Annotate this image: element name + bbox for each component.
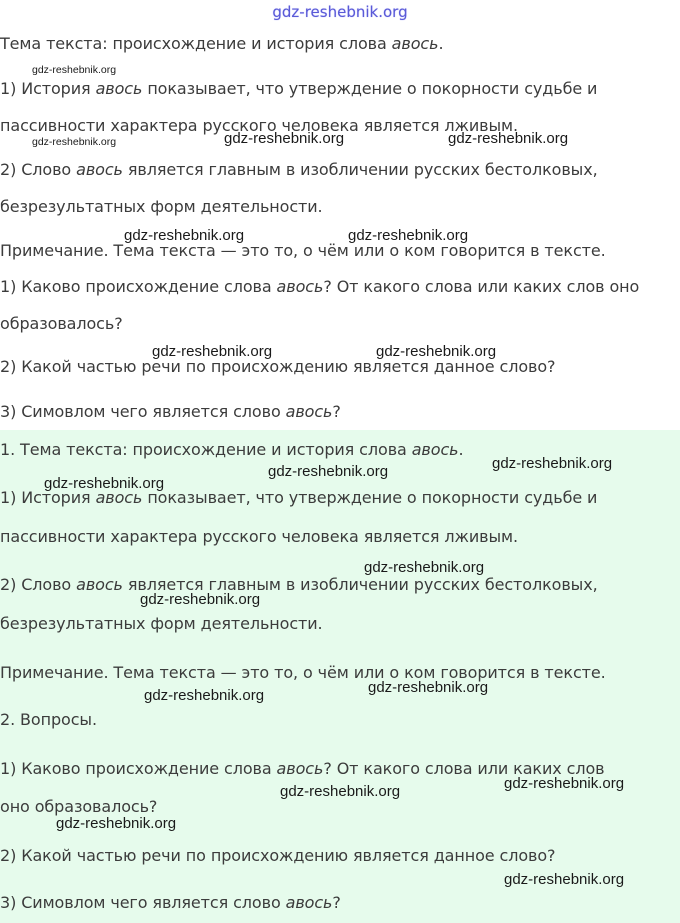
q1-word: авось (276, 277, 324, 296)
topic-suffix: . (438, 34, 444, 53)
answer-question-2: 2) Какой частью речи по происхождению является данное слово? (0, 846, 556, 865)
p1-pre: 1) История (0, 79, 96, 98)
task-question-1 (0, 277, 639, 296)
watermark: gdz-reshebnik.org (144, 687, 265, 704)
answer-question-1-cont: оно образовалось? (0, 797, 158, 816)
task-question-2: 2) Какой частью речи по происхождению является данное слово? (0, 357, 556, 376)
watermark: gdz-reshebnik.org (124, 227, 245, 244)
task-note: Примечание. Тема текста — это то, о чём или о ком говорится в тексте. (0, 241, 606, 260)
task-topic (0, 34, 443, 53)
answer-question-3 (0, 893, 341, 912)
answer-topic-word: авось (411, 440, 459, 459)
watermark: gdz-reshebnik.org (44, 475, 165, 492)
watermark: gdz-reshebnik.org (280, 783, 401, 800)
answer-point-1-cont: пассивности характера русского человека является лживым. (0, 527, 518, 546)
watermark: gdz-reshebnik.org (368, 679, 489, 696)
p1-post: показывает, что утверждение о покорности судьбе и (142, 79, 598, 98)
a-q3-word: авось (285, 893, 333, 912)
answer-questions-header: 2. Вопросы. (0, 710, 97, 729)
task-point-2-cont: безрезультатных форм деятельности. (0, 197, 323, 216)
watermark: gdz-reshebnik.org (348, 227, 469, 244)
a-p1-word: авось (95, 488, 143, 507)
q3-post: ? (332, 402, 341, 421)
a-p1-pre: 1) История (0, 488, 96, 507)
watermark: gdz-reshebnik.org (504, 871, 625, 888)
a-q1-pre: 1) Каково происхождение слова (0, 759, 277, 778)
task-question-1-cont: образовалось? (0, 314, 123, 333)
p1-word: авось (95, 79, 143, 98)
p2-word: авось (76, 160, 123, 179)
watermark: gdz-reshebnik.org (152, 343, 273, 360)
task-question-3 (0, 402, 341, 421)
answer-topic-text: 1. Тема текста: происхождение и история слова (0, 440, 412, 459)
answer-section (0, 430, 680, 923)
answer-point-2-cont: безрезультатных форм деятельности. (0, 614, 323, 633)
a-q1-word: авось (276, 759, 324, 778)
a-p2-word: авось (76, 575, 123, 594)
a-p1-post: показывает, что утверждение о покорности судьбе и (142, 488, 598, 507)
p2-pre: 2) Слово (0, 160, 77, 179)
p2-post: является главным в изобличении русских бестолковых, (122, 160, 598, 179)
topic-text: Тема текста: происхождение и история слова (0, 34, 392, 53)
watermark: gdz-reshebnik.org (32, 136, 117, 148)
watermark: gdz-reshebnik.org (32, 64, 117, 76)
watermark: gdz-reshebnik.org (140, 591, 261, 608)
q3-word: авось (285, 402, 333, 421)
q1-pre: 1) Каково происхождение слова (0, 277, 277, 296)
a-q3-pre: 3) Симовлом чего является слово (0, 893, 286, 912)
q1-post: ? От какого слова или каких слов оно (323, 277, 640, 296)
site-link[interactable]: gdz-reshebnik.org (272, 3, 408, 21)
watermark: gdz-reshebnik.org (376, 343, 497, 360)
watermark: gdz-reshebnik.org (224, 130, 345, 147)
answer-point-2 (0, 575, 598, 594)
task-point-2 (0, 160, 598, 179)
topic-word: авось (391, 34, 439, 53)
a-p2-post: является главным в изобличении русских бестолковых, (122, 575, 598, 594)
watermark: gdz-reshebnik.org (56, 815, 177, 832)
answer-topic (0, 440, 463, 459)
task-point-1 (0, 79, 597, 98)
a-q3-post: ? (332, 893, 341, 912)
watermark: gdz-reshebnik.org (492, 455, 613, 472)
answer-note: Примечание. Тема текста — это то, о чём или о ком говорится в тексте. (0, 663, 606, 682)
a-p2-pre: 2) Слово (0, 575, 77, 594)
watermark: gdz-reshebnik.org (268, 463, 389, 480)
a-q1-post: ? От какого слова или каких слов (323, 759, 605, 778)
watermark: gdz-reshebnik.org (364, 559, 485, 576)
watermark: gdz-reshebnik.org (448, 130, 569, 147)
answer-topic-suffix: . (458, 440, 464, 459)
watermark: gdz-reshebnik.org (504, 775, 625, 792)
task-point-1-cont: пассивности характера русского человека является лживым. (0, 116, 518, 135)
q3-pre: 3) Симовлом чего является слово (0, 402, 286, 421)
